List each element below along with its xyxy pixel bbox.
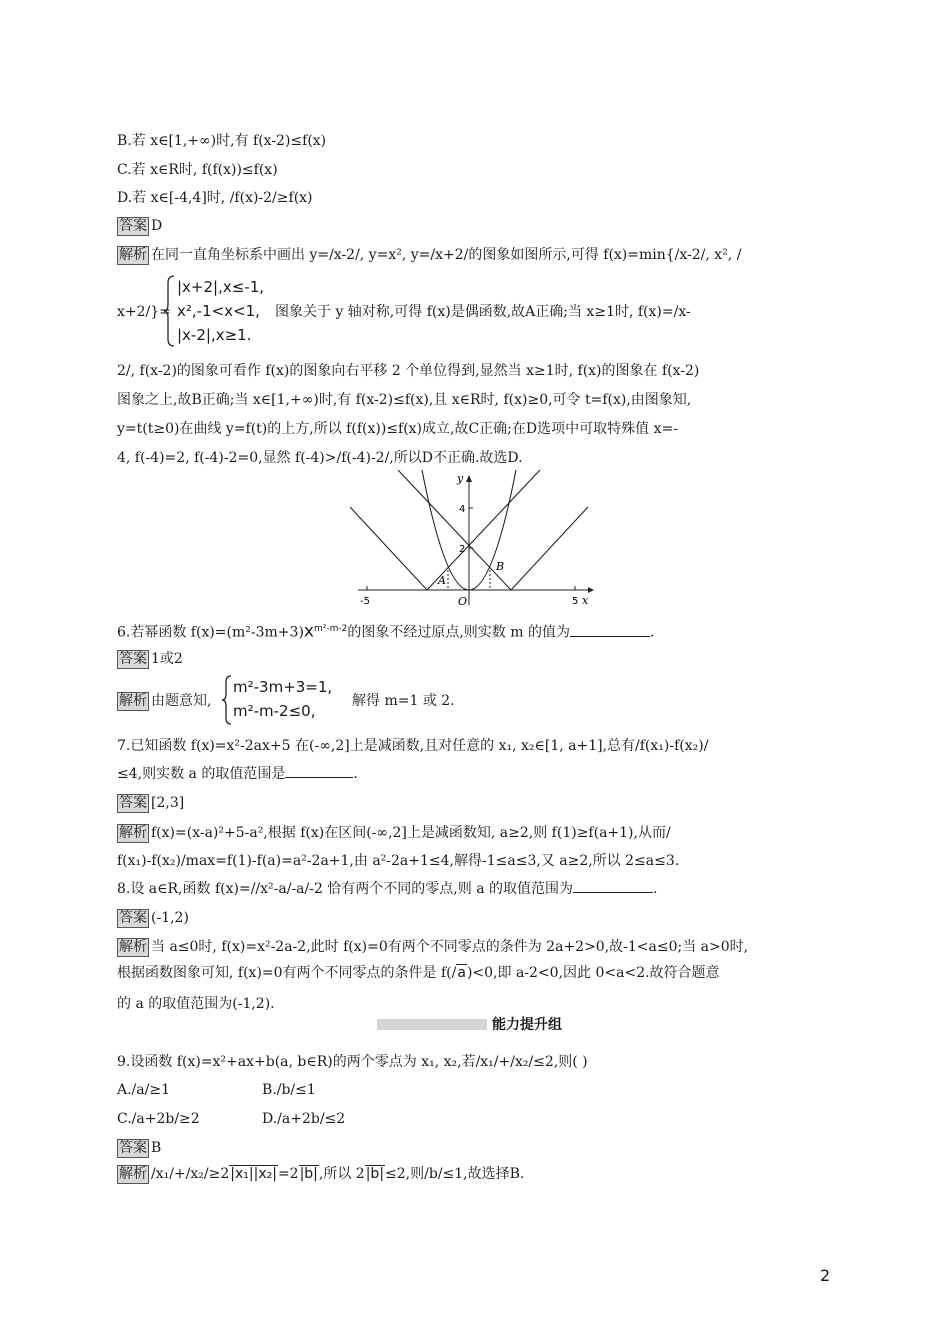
x-axis-arrow-icon bbox=[588, 587, 594, 593]
q5-expl-line-6: 4, f(-4)=2, f(-4)-2=0,显然 f(-4)>/f(-4)-2/,所以D不正确.故选D. bbox=[117, 450, 523, 466]
q7-expl-text-1: f(x)=(x-a)²+5-a²,根据 f(x)在区间(-∞,2]上是减函数知, a≥2,则 f(1)≥f(a+1),从而/ bbox=[151, 825, 671, 841]
q8-answer-blank[interactable] bbox=[573, 878, 653, 893]
sqrt-a: a bbox=[457, 965, 466, 981]
q7-expl-line-1 bbox=[117, 822, 671, 844]
section-title: 能力提升组 bbox=[492, 1017, 562, 1033]
page-number: 2 bbox=[820, 1266, 831, 1285]
question-6: 6.若幂函数 $f(x)=(m^2-3m+3)x^{m^2-m-2}$的图象不经过原点,则实数 m 的值为 . bbox=[117, 621, 655, 642]
function-graph bbox=[350, 470, 600, 615]
q8-expl-prefix: 根据函数图象可知, f(x)=0有两个不同零点的条件是 f(/ bbox=[117, 965, 457, 981]
q8-expl-line-2 bbox=[117, 962, 720, 984]
q9-option-c: C./a+2b/≥2 bbox=[117, 1111, 200, 1127]
explanation-tag: 解析 bbox=[119, 1166, 147, 1182]
q5-piecewise bbox=[163, 274, 278, 348]
q9-option-a: A./a/≥1 bbox=[117, 1082, 170, 1098]
q6-answer-blank[interactable] bbox=[570, 622, 650, 637]
left-brace-icon bbox=[163, 274, 177, 348]
q5-answer: D bbox=[151, 218, 163, 234]
q9-option-d: D./a+2b/≤2 bbox=[262, 1111, 346, 1127]
q5-expl-line-1 bbox=[117, 244, 741, 266]
q8-expl-line-1 bbox=[117, 936, 748, 958]
q8-answer-line bbox=[117, 907, 189, 929]
explanation-tag: 解析 bbox=[119, 825, 147, 841]
q9-answer: B bbox=[151, 1140, 162, 1156]
q8-expl-suffix: )<0,即 a-2<0,因此 0<a<2.故符合题意 bbox=[466, 965, 720, 981]
q6-exponent: m²-m-2 bbox=[313, 624, 348, 634]
q7-answer-line bbox=[117, 792, 184, 814]
q9-option-b: B./b/≤1 bbox=[262, 1082, 316, 1098]
sqrt-b-2: |b| bbox=[365, 1166, 385, 1182]
sqrt-b: |b| bbox=[299, 1166, 318, 1182]
sqrt-x1x2: |x₁||x₂| bbox=[230, 1166, 277, 1182]
q5-case-3: |x-2|,x≥1. bbox=[177, 326, 252, 344]
q8-answer: (-1,2) bbox=[151, 910, 189, 926]
explanation-tag: 解析 bbox=[119, 247, 147, 263]
q5-expl-line-5: y=t(t≥0)在曲线 y=f(t)的上方,所以 f(f(x))≤f(x)成立,故C正确;在D选项中可取特殊值 x=- bbox=[117, 421, 678, 437]
question-8: 8.设 a∈R,函数 f(x)=//x²-a/-a/-2 恰有两个不同的零点,则 a 的取值范围为 . bbox=[117, 878, 657, 900]
point-a-label: A bbox=[438, 574, 446, 587]
q9-expl-mid: =2 bbox=[277, 1166, 299, 1182]
q6-tail: 的图象不经过原点,则实数 m 的值为 bbox=[347, 624, 570, 641]
q8-expl-line-3: 的 a 的取值范围为(-1,2). bbox=[117, 996, 275, 1012]
option-c: C.若 x∈R时, f(f(x))≤f(x) bbox=[117, 162, 278, 178]
answer-tag: 答案 bbox=[119, 651, 147, 667]
q5-expl-text-1: 在同一直角坐标系中画出 y=/x-2/, y=x², y=/x+2/的图象如图所示,可得 f(x)=min{/x-2/, x², / bbox=[151, 247, 742, 263]
q7-expl-line-2: f(x₁)-f(x₂)/max=f(1)-f(a)=a²-2a+1,由 a²-2a+1≤4,解得-1≤a≤3,又 a≥2,所以 2≤a≤3. bbox=[117, 853, 680, 869]
q6-answer: 1或2 bbox=[151, 651, 183, 667]
left-brace-icon bbox=[221, 674, 233, 726]
q6-expl-suffix: 解得 m=1 或 2. bbox=[352, 693, 455, 709]
section-bar bbox=[377, 1019, 487, 1030]
x-axis-label: x bbox=[582, 594, 589, 607]
q8-expl-text-1: 当 a≤0时, f(x)=x²-2a-2,此时 f(x)=0有两个不同零点的条件为 2a+2>0,故-1<a≤0;当 a>0时, bbox=[151, 939, 749, 955]
question-7-line-2: ≤4,则实数 a 的取值范围是 . bbox=[117, 763, 358, 785]
q9-expl-mid2: ,所以 2 bbox=[318, 1166, 365, 1182]
q6-expl-prefix-line bbox=[117, 690, 211, 712]
tick-label-y2: 2 bbox=[459, 544, 466, 555]
q6-base: x bbox=[303, 621, 314, 642]
q7-answer: [2,3] bbox=[151, 795, 185, 811]
q5-case-2: x²,-1<x<1, bbox=[177, 302, 260, 320]
q5-expl-line-4: 图象之上,故B正确;当 x∈[1,+∞)时,有 f(x-2)≤f(x),且 x∈R时, f(x)≥0,可令 t=f(x),由图象知, bbox=[117, 392, 692, 408]
q9-expl-prefix: /x₁/+/x₂/≥2 bbox=[151, 1166, 230, 1182]
y-axis-label: y bbox=[457, 472, 464, 485]
point-b-label: B bbox=[496, 560, 505, 573]
q5-case-1: |x+2|,x≤-1, bbox=[177, 278, 265, 296]
answer-tag: 答案 bbox=[119, 910, 147, 926]
q5-answer-line bbox=[117, 215, 162, 237]
option-b: B.若 x∈[1,+∞)时,有 f(x-2)≤f(x) bbox=[117, 133, 327, 149]
q9-answer-line bbox=[117, 1137, 161, 1159]
q7-answer-blank[interactable] bbox=[285, 763, 353, 778]
origin-label: O bbox=[458, 595, 468, 608]
tick-label-5: 5 bbox=[572, 596, 579, 607]
explanation-tag: 解析 bbox=[119, 939, 147, 955]
y-axis-arrow-icon bbox=[466, 475, 472, 482]
q5-expl-prefix: x+2/}= bbox=[117, 304, 171, 320]
q6-expl-prefix: 由题意知, bbox=[151, 693, 212, 709]
option-d: D.若 x∈[-4,4]时, /f(x)-2/≥f(x) bbox=[117, 190, 313, 206]
q5-expl-line-3: 2/, f(x-2)的图象可看作 f(x)的图象向右平移 2 个单位得到,显然当 x≥1时, f(x)的图象在 f(x-2) bbox=[117, 363, 700, 379]
q5-expl-suffix: 图象关于 y 轴对称,可得 f(x)是偶函数,故A正确;当 x≥1时, f(x)=/x- bbox=[275, 304, 691, 320]
q7-text-2: ≤4,则实数 a 的取值范围是 bbox=[117, 766, 286, 782]
q8-text: 8.设 a∈R,函数 f(x)=//x²-a/-a/-2 恰有两个不同的零点,则 a 的取值范围为 bbox=[117, 881, 574, 897]
question-9: 9.设函数 f(x)=x²+ax+b(a, b∈R)的两个零点为 x₁, x₂,若/x₁/+/x₂/≤2,则( ) bbox=[117, 1054, 588, 1070]
tick-label-neg5: -5 bbox=[360, 596, 370, 607]
curve-abs-x-minus-2 bbox=[398, 470, 588, 590]
q6-system bbox=[221, 674, 351, 726]
explanation-tag: 解析 bbox=[119, 693, 147, 709]
q6-answer-line bbox=[117, 648, 183, 670]
q6-case-2: m²-m-2≤0, bbox=[233, 702, 316, 720]
question-7-line-1: 7.已知函数 f(x)=x²-2ax+5 在(-∞,2]上是减函数,且对任意的 x₁, x₂∈[1, a+1],总有/f(x₁)-f(x₂)/ bbox=[117, 738, 709, 754]
curve-abs-x-plus-2 bbox=[350, 470, 540, 590]
q9-expl-suffix: ≤2,则/b/≤1,故选择B. bbox=[385, 1166, 525, 1182]
answer-tag: 答案 bbox=[119, 795, 147, 811]
q6-case-1: m²-3m+3=1, bbox=[233, 678, 333, 696]
answer-tag: 答案 bbox=[119, 1140, 147, 1156]
q6-text: 6.若幂函数 f(x)=(m²-3m+3) bbox=[117, 624, 304, 641]
answer-tag: 答案 bbox=[119, 218, 147, 234]
q9-expl-line bbox=[117, 1163, 524, 1185]
tick-label-y4: 4 bbox=[459, 504, 466, 515]
